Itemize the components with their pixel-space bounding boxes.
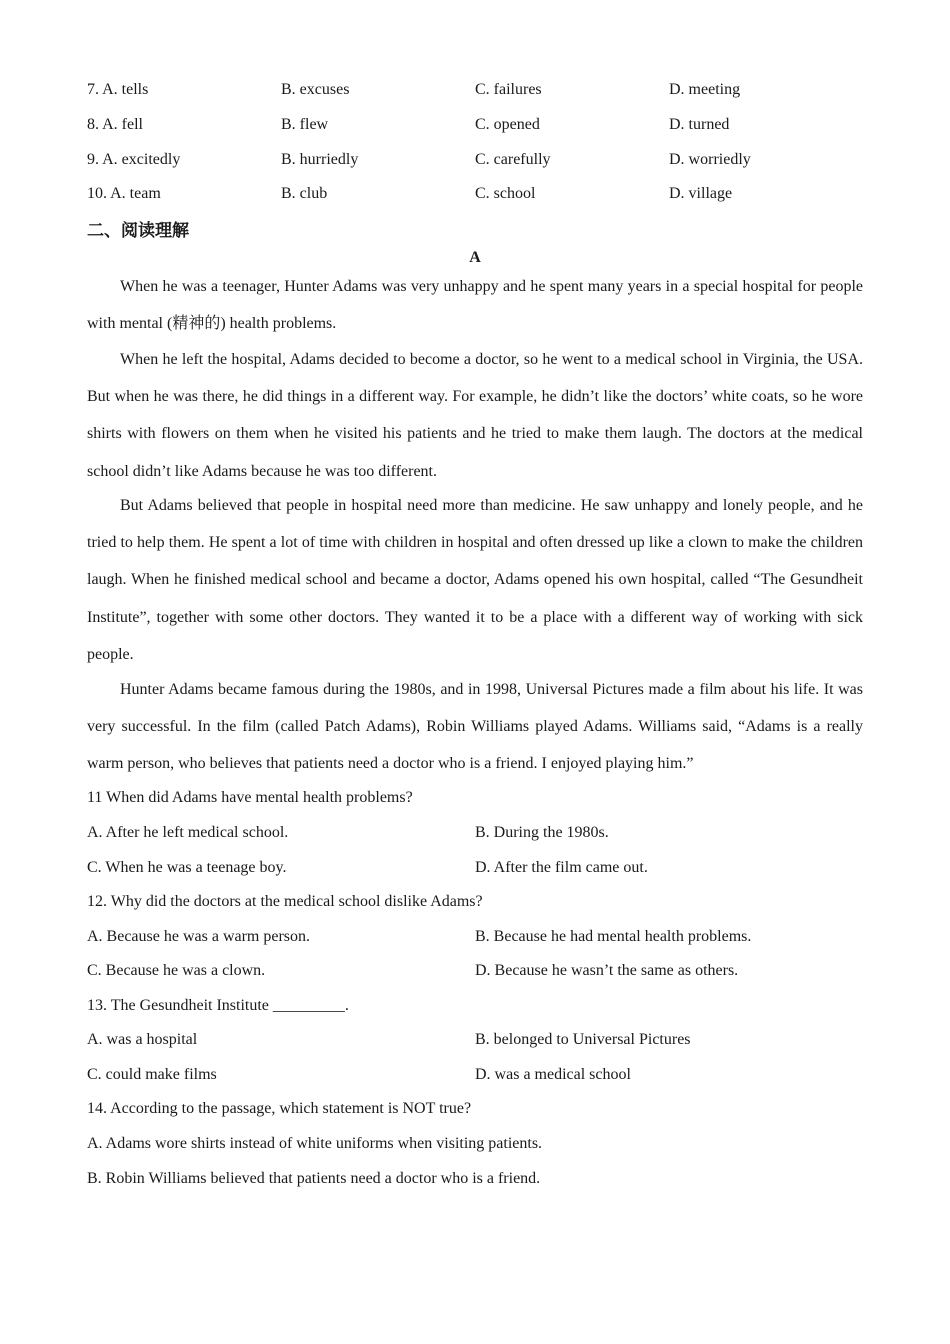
- question-11-options-row: [87, 822, 863, 844]
- vocab-row-7: [87, 79, 863, 101]
- question-12-options-row: [87, 926, 863, 948]
- option-a: 10. A. team: [87, 185, 161, 202]
- option-b: B. excuses: [281, 81, 350, 98]
- option-d: D. meeting: [669, 81, 741, 98]
- option-c: C. Because he was a clown.: [87, 962, 266, 979]
- vocab-row-8: [87, 114, 863, 136]
- option-d: D. village: [669, 185, 733, 202]
- option-a: 9. A. excitedly: [87, 151, 181, 168]
- option-b: B. club: [281, 185, 328, 202]
- vocab-row-10: [87, 183, 863, 205]
- option-d: D. Because he wasn’t the same as others.: [475, 962, 739, 979]
- passage-paragraph-2: When he left the hospital, Adams decided to become a doctor, so he went to a medical school in Virginia, the USA. But when he was there, he did things in a different way. For example, he didn’t like the doctors’ white coats, so he wore shirts with flowers on them when he visited his patients and he tried to make them laugh. The doctors at the medical school didn’t like Adams because he was too different.: [87, 351, 863, 480]
- option-c: C. failures: [475, 81, 542, 98]
- option-b: B. During the 1980s.: [475, 824, 609, 841]
- passage-paragraph-3: But Adams believed that people in hospital need more than medicine. He saw unhappy and lonely people, and he tried to help them. He spent a lot of time with children in hospital and often dressed up like a clown to make the children laugh. When he finished medical school and became a doctor, Adams opened his own hospital, called “The Gesundheit Institute”, together with some other doctors. They wanted it to be a place with a different way of working with sick people.: [87, 497, 863, 663]
- option-a: A. After he left medical school.: [87, 824, 289, 841]
- question-11-options-row: [87, 857, 863, 879]
- option-d: D. worriedly: [669, 151, 751, 168]
- section-title: 二、阅读理解: [87, 221, 189, 241]
- question-13-options-row: [87, 1029, 863, 1051]
- option-c: C. school: [475, 185, 536, 202]
- question-13-stem: 13. The Gesundheit Institute _________.: [87, 997, 349, 1014]
- question-12-stem: 12. Why did the doctors at the medical school dislike Adams?: [87, 893, 483, 910]
- option-b: B. Because he had mental health problems.: [475, 928, 752, 945]
- option-c: C. could make films: [87, 1066, 217, 1083]
- option-b: B. belonged to Universal Pictures: [475, 1031, 691, 1048]
- option-b: B. hurriedly: [281, 151, 359, 168]
- passage-paragraph-1: When he was a teenager, Hunter Adams was very unhappy and he spent many years in a special hospital for people with mental (精神的) health problems.: [87, 278, 863, 333]
- option-b: B. flew: [281, 116, 329, 133]
- option-a: 7. A. tells: [87, 81, 149, 98]
- option-c: C. carefully: [475, 151, 551, 168]
- passage-paragraph-4: Hunter Adams became famous during the 1980s, and in 1998, Universal Pictures made a film about his life. It was very successful. In the film (called Patch Adams), Robin Williams played Adams. Williams said, “Adams is a really warm person, who believes that patients need a doctor who is a friend. I enjoyed playing him.”: [87, 681, 863, 773]
- option-d: D. was a medical school: [475, 1066, 631, 1083]
- option-c: C. When he was a teenage boy.: [87, 859, 287, 876]
- option-a: 8. A. fell: [87, 116, 143, 133]
- question-11-stem: 11 When did Adams have mental health problems?: [87, 789, 413, 806]
- option-c: C. opened: [475, 116, 540, 133]
- option-a: A. Because he was a warm person.: [87, 928, 311, 945]
- option-d: D. After the film came out.: [475, 859, 648, 876]
- question-14-option-b: B. Robin Williams believed that patients need a doctor who is a friend.: [87, 1170, 541, 1187]
- vocab-row-9: [87, 149, 863, 171]
- option-d: D. turned: [669, 116, 730, 133]
- question-14-stem: 14. According to the passage, which statement is NOT true?: [87, 1100, 472, 1117]
- option-a: A. was a hospital: [87, 1031, 198, 1048]
- question-12-options-row: [87, 960, 863, 982]
- question-14-option-a: A. Adams wore shirts instead of white uniforms when visiting patients.: [87, 1135, 543, 1152]
- question-13-options-row: [87, 1064, 863, 1086]
- passage-title: A: [469, 249, 481, 266]
